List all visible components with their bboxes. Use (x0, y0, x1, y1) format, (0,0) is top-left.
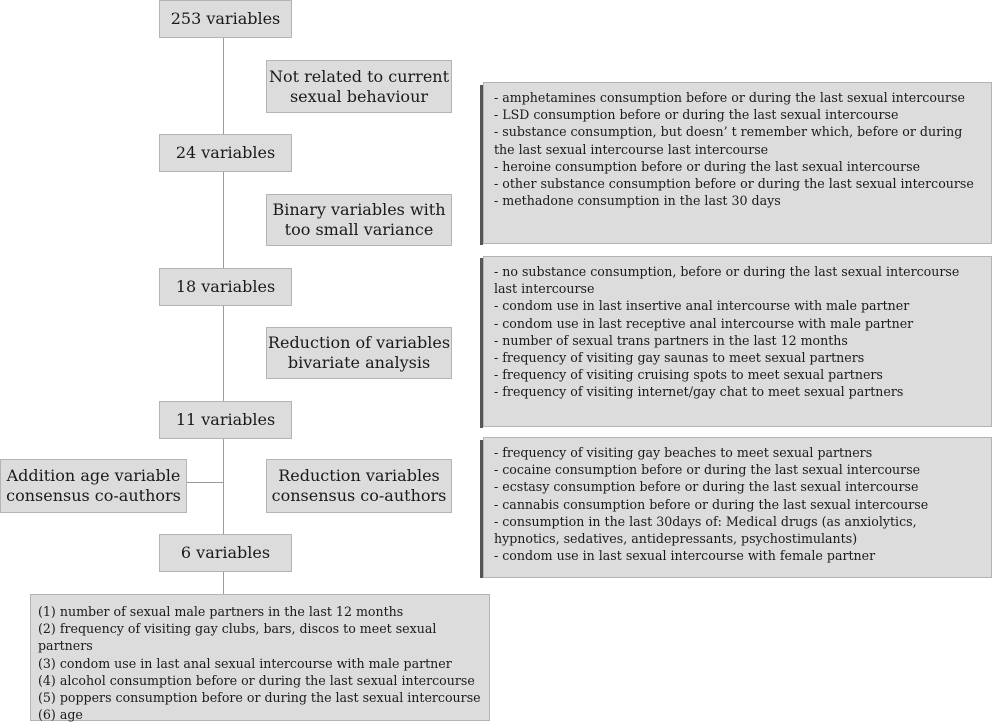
filter-bivariate-analysis: Reduction of variables bivariate analysis (266, 327, 452, 379)
list-item: - condom use in last insertive anal intercourse with male partner (494, 298, 910, 314)
list-item: - methadone consumption in the last 30 days (494, 193, 781, 209)
list-item: - number of sexual trans partners in the last 12 months (494, 332, 848, 348)
list-item: - no substance consumption, before or during the last sexual intercourse last intercourse (494, 264, 960, 297)
list-item: - substance consumption, but doesn’ t remember which, before or during the last sexual intercourse last intercourse (494, 124, 963, 157)
list-item: - consumption in the last 30days of: Medical drugs (as anxiolytics, hypnotics, sedatives, antidepressants, psychostimulants) (494, 513, 917, 547)
node-24-variables: 24 variables (159, 134, 292, 172)
excluded-list-3 (483, 437, 992, 578)
node-11-variables: 11 variables (159, 401, 292, 439)
filter-addition-age: Addition age variable consensus co-authors (0, 459, 187, 513)
connector-age (187, 482, 223, 483)
excluded-list-2 (483, 256, 992, 427)
list-item: - heroine consumption before or during the last sexual intercourse (494, 158, 921, 174)
list-item: - condom use in last sexual intercourse with female partner (494, 548, 876, 564)
list-item: - cocaine consumption before or during the last sexual intercourse (494, 462, 921, 478)
final-item: (3) condom use in last anal sexual intercourse with male partner (38, 655, 452, 671)
node-18-variables: 18 variables (159, 268, 292, 306)
list-item: - cannabis consumption before or during the last sexual intercourse (494, 496, 929, 512)
final-item: (4) alcohol consumption before or during the last sexual intercourse (38, 672, 475, 688)
filter-binary-small-variance: Binary variables with too small variance (266, 194, 452, 246)
node-253-variables: 253 variables (159, 0, 292, 38)
final-variable-list (30, 594, 490, 721)
list-item: - frequency of visiting gay beaches to meet sexual partners (494, 445, 873, 460)
list-item: - other substance consumption before or during the last sexual intercourse (494, 176, 974, 192)
list-item: - condom use in last receptive anal intercourse with male partner (494, 315, 914, 331)
list-item: - ecstasy consumption before or during the last sexual intercourse (494, 479, 919, 495)
list-item: - amphetamines consumption before or during the last sexual intercourse (494, 90, 965, 105)
list-item: - LSD consumption before or during the last sexual intercourse (494, 107, 899, 123)
final-item: (6) age (38, 707, 83, 723)
final-item: (1) number of sexual male partners in the last 12 months (38, 604, 404, 619)
node-6-variables: 6 variables (159, 534, 292, 572)
final-item: (5) poppers consumption before or during the last sexual intercourse (38, 690, 481, 706)
final-item: (2) frequency of visiting gay clubs, bars, discos to meet sexual partners (38, 621, 437, 654)
flow-spine (223, 38, 224, 594)
filter-not-related: Not related to current sexual behaviour (266, 60, 452, 113)
excluded-list-1 (483, 82, 992, 244)
filter-consensus-reduction: Reduction variables consensus co-authors (266, 459, 452, 513)
list-item: - frequency of visiting cruising spots to meet sexual partners (494, 367, 883, 383)
list-item: - frequency of visiting gay saunas to meet sexual partners (494, 350, 865, 366)
list-item: - frequency of visiting internet/gay chat to meet sexual partners (494, 384, 904, 400)
